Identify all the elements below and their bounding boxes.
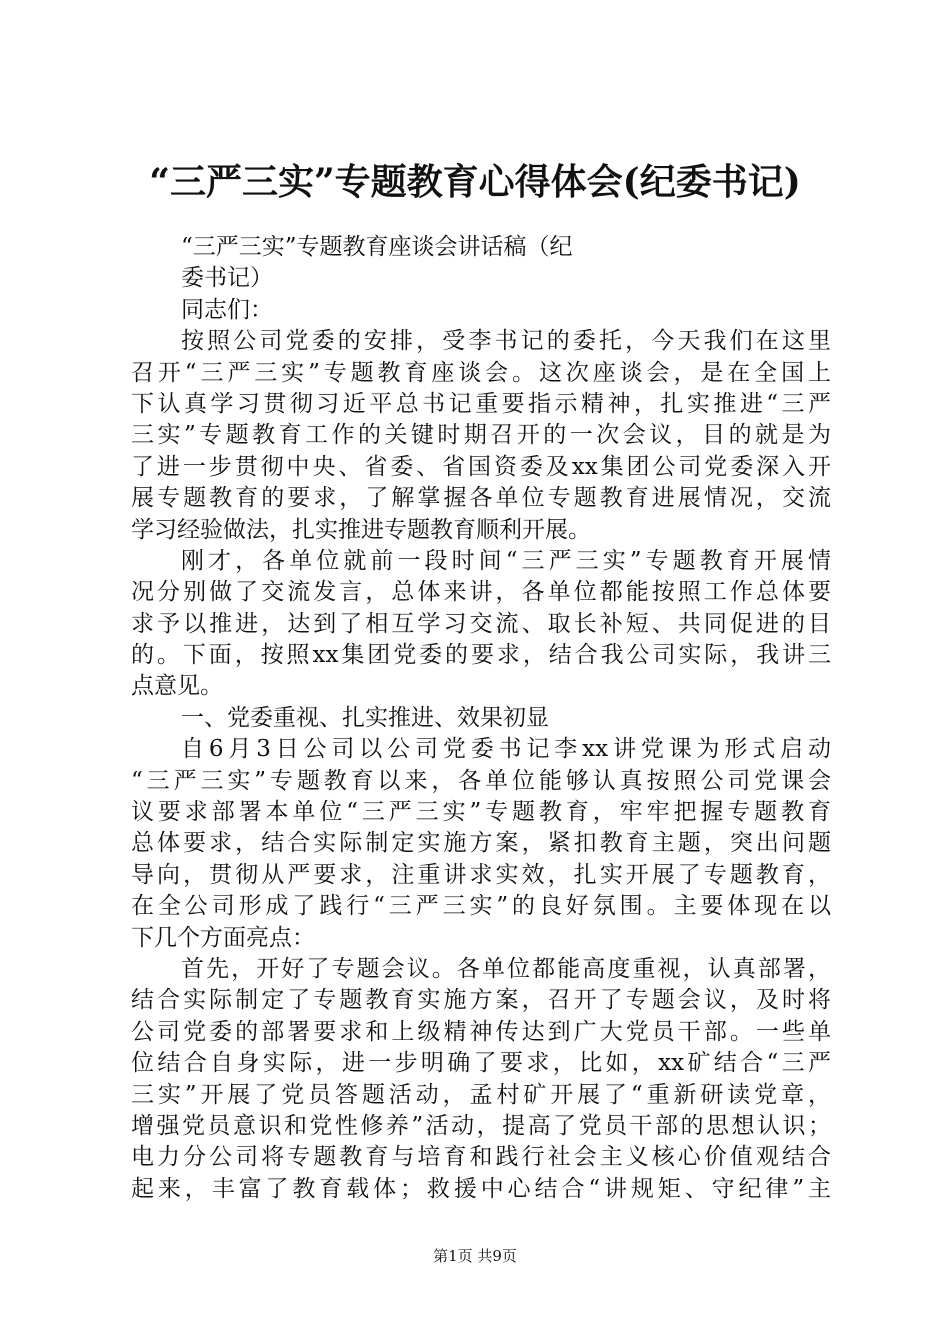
text-line: 求予以推进，达到了相互学习交流、取长补短、共同促进的目 <box>131 610 831 637</box>
text-line: 刚才，各单位就前一段时间“三严三实”专题教育开展情 <box>181 547 831 574</box>
text-line: 按照公司党委的安排，受李书记的委托，今天我们在这里 <box>181 328 831 355</box>
text-line: 点意见。 <box>131 673 223 700</box>
text-line: 委书记） <box>181 265 273 292</box>
text-line: 结合实际制定了专题教育实施方案，召开了专题会议，及时将 <box>131 987 831 1014</box>
text-line: 召开“三严三实”专题教育座谈会。这次座谈会，是在全国上 <box>131 359 831 386</box>
text-line: 下认真学习贯彻习近平总书记重要指示精神，扎实推进“三严 <box>131 390 831 417</box>
text-line: 一、党委重视、扎实推进、效果初显 <box>181 704 549 731</box>
text-line: 三实”专题教育工作的关键时期召开的一次会议，目的就是为 <box>131 422 831 449</box>
text-line: 电力分公司将专题教育与培育和践行社会主义核心价值观结合 <box>131 1144 831 1171</box>
text-line: “三严三实”专题教育座谈会讲话稿（纪 <box>181 234 573 260</box>
text-line: 三实”开展了党员答题活动，孟村矿开展了“重新研读党章， <box>131 1081 831 1108</box>
text-line: 同志们： <box>181 296 273 323</box>
text-line: 在全公司形成了践行“三严三实”的良好氛围。主要体现在以 <box>131 893 831 920</box>
text-line: 议要求部署本单位“三严三实”专题教育，牢牢把握专题教育 <box>131 799 831 826</box>
document-body <box>131 232 831 1205</box>
document-title: “三严三实”专题教育心得体会(纪委书记) <box>149 161 801 203</box>
text-line: 公司党委的部署要求和上级精神传达到广大党员干部。一些单 <box>131 1018 831 1045</box>
text-line: 增强党员意识和党性修养”活动，提高了党员干部的思想认识； <box>131 1112 831 1139</box>
page-footer: 第1页 共9页 <box>433 1247 517 1265</box>
text-line: 首先，开好了专题会议。各单位都能高度重视，认真部署， <box>181 955 831 982</box>
text-line: 总体要求，结合实际制定实施方案，紧扣教育主题，突出问题 <box>131 830 831 857</box>
text-line: 导向，贯彻从严要求，注重讲求实效，扎实开展了专题教育， <box>131 861 831 888</box>
text-line: 学习经验做法，扎实推进专题教育顺利开展。 <box>131 516 591 543</box>
text-line: 位结合自身实际，进一步明确了要求，比如，xx矿结合“三严 <box>131 1050 831 1077</box>
text-line: 了进一步贯彻中央、省委、省国资委及xx集团公司党委深入开 <box>131 453 831 480</box>
text-line: 起来，丰富了教育载体；救援中心结合“讲规矩、守纪律”主 <box>131 1175 831 1202</box>
text-line: 自6月3日公司以公司党委书记李xx讲党课为形式启动 <box>181 736 831 763</box>
text-line: 展专题教育的要求，了解掌握各单位专题教育进展情况，交流 <box>131 485 831 512</box>
text-line: 的。下面，按照xx集团党委的要求，结合我公司实际，我讲三 <box>131 642 831 669</box>
text-line: “三严三实”专题教育以来，各单位能够认真按照公司党课会 <box>131 767 831 794</box>
text-line: 下几个方面亮点： <box>131 924 315 951</box>
text-line: 况分别做了交流发言，总体来讲，各单位都能按照工作总体要 <box>131 579 831 606</box>
